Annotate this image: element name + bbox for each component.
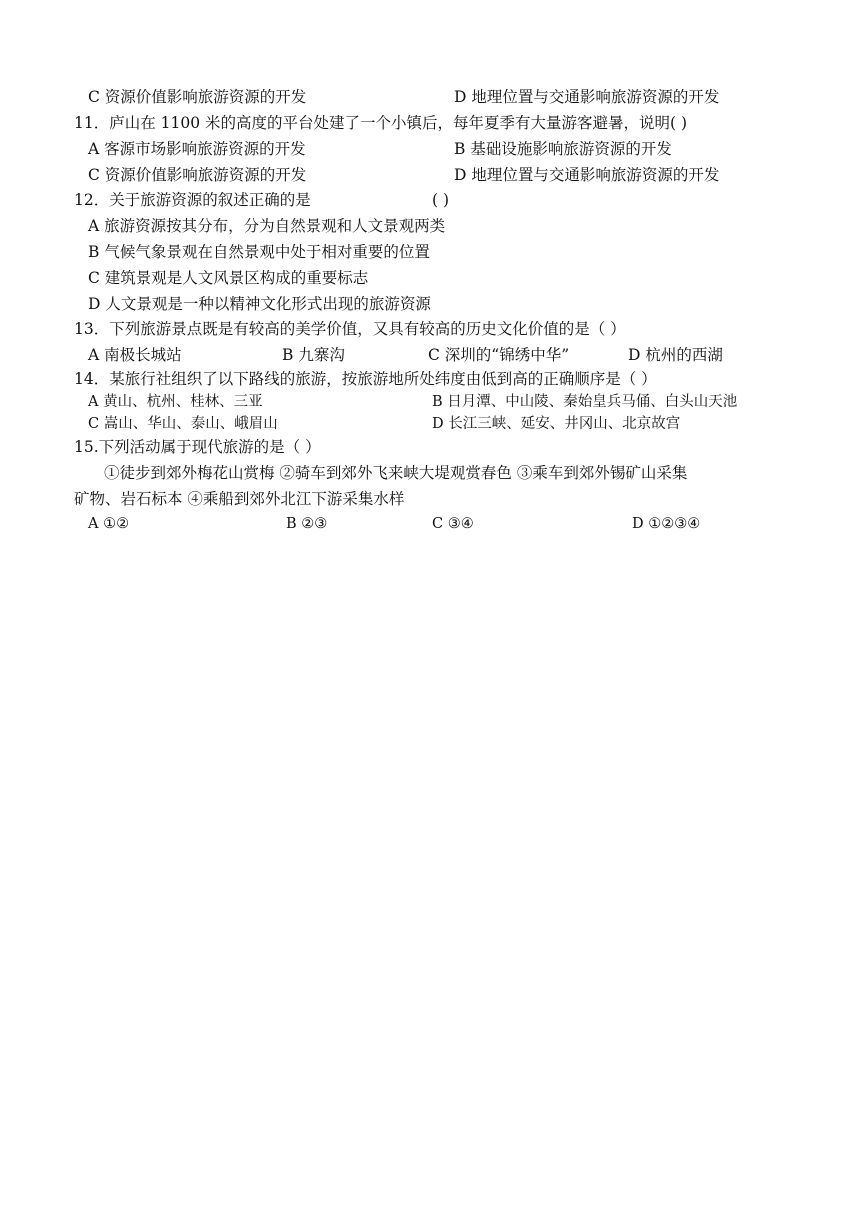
q10-option-c: C 资源价值影响旅游资源的开发 xyxy=(88,88,307,106)
q13-option-d: D 杭州的西湖 xyxy=(628,346,723,364)
q14-option-b: B 日月潭、中山陵、秦始皇兵马俑、白头山天池 xyxy=(432,394,738,410)
q12-answer-bracket: ( ) xyxy=(432,191,450,209)
q10-option-d: D 地理位置与交通影响旅游资源的开发 xyxy=(454,88,720,106)
q15-stem: 15.下列活动属于现代旅游的是（ ） xyxy=(74,438,321,456)
q14-option-c: C 嵩山、华山、泰山、峨眉山 xyxy=(88,416,278,432)
q14-stem: 14．某旅行社组织了以下路线的旅游，按旅游地所处纬度由低到高的正确顺序是（ ） xyxy=(74,370,657,388)
q14-option-d: D 长江三峡、延安、井冈山、北京故宫 xyxy=(432,416,681,432)
q11-option-b: B 基础设施影响旅游资源的开发 xyxy=(454,140,672,158)
q15-option-d: D ①②③④ xyxy=(632,516,701,532)
q12-option-d: D 人文景观是一种以精神文化形式出现的旅游资源 xyxy=(88,295,431,313)
q12-stem: 12．关于旅游资源的叙述正确的是 xyxy=(74,191,311,209)
q14-option-a: A 黄山、杭州、桂林、三亚 xyxy=(88,394,263,410)
q15-option-b: B ②③ xyxy=(286,516,328,532)
q15-option-a: A ①② xyxy=(88,516,130,532)
q15-option-c: C ③④ xyxy=(432,516,474,532)
q11-stem: 11．庐山在 1100 米的高度的平台处建了一个小镇后，每年夏季有大量游客避暑，说明( ) xyxy=(74,114,688,132)
q15-items-line-1: ①徒步到郊外梅花山赏梅 ②骑车到郊外飞来峡大堤观赏春色 ③乘车到郊外锡矿山采集 xyxy=(104,464,688,482)
q12-option-c: C 建筑景观是人文风景区构成的重要标志 xyxy=(88,269,369,287)
q12-option-a: A 旅游资源按其分布，分为自然景观和人文景观两类 xyxy=(88,217,446,235)
q12-option-b: B 气候气象景观在自然景观中处于相对重要的位置 xyxy=(88,243,430,261)
q13-option-b: B 九寨沟 xyxy=(282,346,345,364)
q11-option-a: A 客源市场影响旅游资源的开发 xyxy=(88,140,306,158)
q11-option-d: D 地理位置与交通影响旅游资源的开发 xyxy=(454,166,720,184)
q15-items-line-2: 矿物、岩石标本 ④乘船到郊外北江下游采集水样 xyxy=(74,490,405,508)
q13-option-c: C 深圳的“锦绣中华” xyxy=(428,346,570,364)
q13-stem: 13．下列旅游景点既是有较高的美学价值，又具有较高的历史文化价值的是（ ） xyxy=(74,320,626,338)
q11-option-c: C 资源价值影响旅游资源的开发 xyxy=(88,166,307,184)
q13-option-a: A 南极长城站 xyxy=(88,346,182,364)
